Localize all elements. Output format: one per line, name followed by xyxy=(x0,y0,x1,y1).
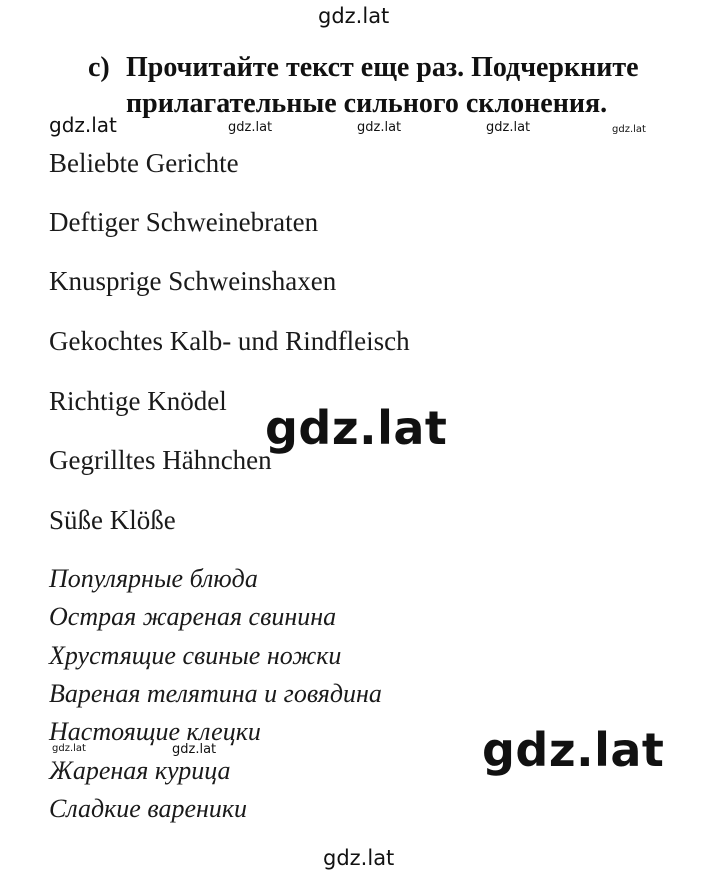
task-heading xyxy=(88,50,708,122)
watermark-small: gdz.lat xyxy=(612,124,646,135)
watermark-large-right: gdz.lat xyxy=(482,723,665,777)
russian-item: Вареная телятина и говядина xyxy=(49,679,382,708)
watermark-bottom: gdz.lat xyxy=(323,846,395,870)
german-item: Süße Klöße xyxy=(49,505,176,535)
task-line-2: прилагательные сильного склонения. xyxy=(126,88,608,119)
russian-item: Популярные блюда xyxy=(49,564,258,593)
german-item: Gegrilltes Hähnchen xyxy=(49,445,272,475)
russian-item: Хрустящие свиные ножки xyxy=(49,641,342,670)
german-item: Richtige Knödel xyxy=(49,386,227,416)
russian-item: Острая жареная свинина xyxy=(49,602,337,631)
task-marker: c) xyxy=(88,52,110,83)
task-line-1: Прочитайте текст еще раз. Подчеркните xyxy=(126,52,639,83)
russian-item: Сладкие вареники xyxy=(49,794,248,823)
russian-item: Настоящие клецки xyxy=(49,717,261,746)
watermark-left: gdz.lat xyxy=(49,113,117,137)
german-item: Knusprige Schweinshaxen xyxy=(49,266,337,296)
watermark-small: gdz.lat xyxy=(357,120,402,135)
watermark-top: gdz.lat xyxy=(318,4,390,28)
german-item: Gekochtes Kalb- und Rindfleisch xyxy=(49,326,410,356)
watermark-small: gdz.lat xyxy=(172,742,217,757)
watermark-small: gdz.lat xyxy=(228,120,273,135)
german-item: Deftiger Schweinebraten xyxy=(49,207,319,237)
german-item: Beliebte Gerichte xyxy=(49,148,239,178)
russian-item: Жареная курица xyxy=(49,756,231,785)
watermark-small: gdz.lat xyxy=(486,120,531,135)
watermark-large-center: gdz.lat xyxy=(265,401,448,455)
watermark-small: gdz.lat xyxy=(52,743,86,754)
